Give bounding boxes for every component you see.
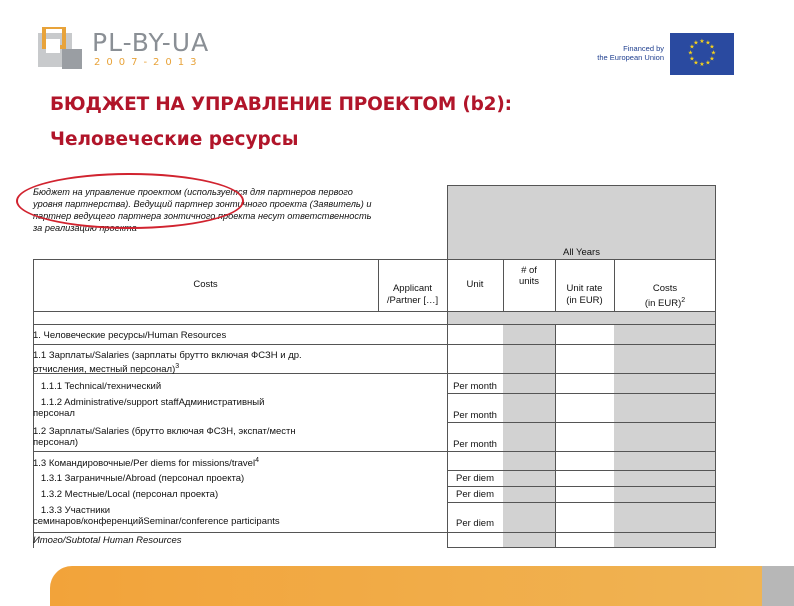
table-row bbox=[33, 397, 378, 419]
row-unit: Per month bbox=[453, 439, 497, 450]
row-label: 1.1 Зарплаты/Salaries (зарплаты брутто включая ФСЗН и др. bbox=[33, 350, 302, 361]
page-title: БЮДЖЕТ НА УПРАВЛЕНИЕ ПРОЕКТОМ (b2): bbox=[50, 94, 512, 115]
svg-text:★: ★ bbox=[709, 43, 715, 51]
costs-eur-line1: Costs bbox=[652, 283, 678, 294]
svg-text:★: ★ bbox=[705, 39, 711, 47]
units-count-header bbox=[503, 265, 555, 287]
unit-rate-header bbox=[555, 283, 614, 307]
row-label-2: персонал bbox=[33, 408, 75, 419]
row-sup: 3 bbox=[175, 363, 180, 370]
units-col-fill bbox=[503, 325, 555, 548]
unit-header: Unit bbox=[466, 279, 484, 290]
row-label-2: отчисления, местный персонал) bbox=[33, 364, 176, 376]
logo-years: 2007-2013 bbox=[94, 57, 203, 68]
svg-text:★: ★ bbox=[689, 43, 695, 51]
row-label-cont bbox=[33, 361, 378, 375]
row-unit: Per month bbox=[453, 410, 497, 421]
row-unit: Per diem bbox=[455, 489, 494, 500]
table-row bbox=[33, 426, 378, 448]
costs-eur-sup: 2 bbox=[681, 297, 686, 304]
footer-bar bbox=[50, 566, 762, 606]
svg-text:★: ★ bbox=[693, 39, 699, 47]
pl-by-ua-logo-icon bbox=[38, 27, 84, 71]
applicant-header-line2: /Partner […] bbox=[386, 295, 439, 306]
row-label: 1.3.3 Участники bbox=[33, 505, 111, 516]
footer-grey-block bbox=[762, 566, 794, 606]
eu-caption bbox=[560, 44, 664, 62]
svg-text:★: ★ bbox=[699, 61, 705, 68]
costs-header: Costs bbox=[193, 279, 218, 290]
table-row bbox=[33, 350, 378, 375]
unit-rate-line2: (in EUR) bbox=[566, 295, 603, 306]
row-label: 1.3.1 Заграничные/Abroad (персонал проекта) bbox=[33, 473, 245, 484]
costs-eur-line2 bbox=[614, 295, 716, 310]
row-label: 1. Человеческие ресурсы/Human Resources bbox=[33, 330, 227, 341]
spacer-row-left bbox=[33, 311, 448, 325]
applicant-header-line1: Applicant bbox=[392, 283, 433, 294]
svg-text:★: ★ bbox=[709, 55, 715, 63]
row-label: 1.2 Зарплаты/Salaries (брутто включая ФСЗН, экспат/местн bbox=[33, 426, 296, 437]
svg-text:★: ★ bbox=[689, 55, 695, 63]
svg-text:★: ★ bbox=[687, 49, 694, 57]
svg-text:★: ★ bbox=[699, 38, 705, 45]
spacer-row bbox=[447, 311, 716, 325]
table-row bbox=[33, 505, 378, 527]
page-subtitle: Человеческие ресурсы bbox=[50, 129, 299, 150]
row-unit: Per diem bbox=[455, 473, 494, 484]
costs-eur-line2-text: (in EUR) bbox=[644, 298, 682, 310]
row-label-2: персонал) bbox=[33, 437, 79, 448]
row-label-2: семинаров/конференцийSeminar/conference participants bbox=[33, 516, 280, 527]
units-count-line2: units bbox=[518, 276, 540, 287]
row-label: 1.3.2 Местные/Local (персонал проекта) bbox=[33, 489, 219, 500]
eu-caption-line2: the European Union bbox=[597, 53, 664, 62]
budget-description: Бюджет на управление проектом (используется для партнеров первого уровня партнерства). Ведущий партнер зонтичного проекта (Заявитель) и партнер ведущего партнера зонтичного проекта несут ответственность за реализацию проекта bbox=[33, 187, 372, 233]
units-count-line1: # of bbox=[521, 265, 537, 276]
row-sup: 4 bbox=[255, 457, 259, 464]
applicant-header bbox=[378, 283, 447, 307]
row-unit: Per diem bbox=[455, 518, 494, 529]
table-row bbox=[33, 489, 378, 500]
row-label: 1.3 Командировочные/Per diems for missions/travel bbox=[33, 458, 256, 470]
svg-text:★: ★ bbox=[710, 49, 717, 57]
row-label: 1.1.1 Technical/технический bbox=[33, 381, 162, 392]
costs-col-fill bbox=[614, 325, 716, 548]
table-row bbox=[33, 455, 378, 469]
costs-eur-header bbox=[614, 283, 716, 310]
table-row bbox=[33, 330, 378, 341]
row-unit: Per month bbox=[453, 381, 497, 392]
eu-flag-icon bbox=[670, 33, 734, 75]
unit-rate-line1: Unit rate bbox=[566, 283, 603, 294]
svg-text:★: ★ bbox=[693, 59, 699, 67]
table-row bbox=[33, 473, 378, 484]
table-row-subtotal bbox=[33, 535, 378, 546]
eu-caption-line1: Financed by bbox=[623, 44, 664, 53]
svg-text:★: ★ bbox=[705, 59, 711, 67]
highlight-circle bbox=[16, 173, 244, 229]
row-label: 1.1.2 Administrative/support staffАдминистративный bbox=[33, 397, 265, 408]
all-years-header bbox=[447, 185, 716, 260]
row-label: Итого/Subtotal Human Resources bbox=[33, 535, 182, 546]
logo-name: PL-BY-UA bbox=[92, 28, 210, 57]
all-years-label: All Years bbox=[563, 247, 600, 258]
table-row bbox=[33, 381, 378, 392]
